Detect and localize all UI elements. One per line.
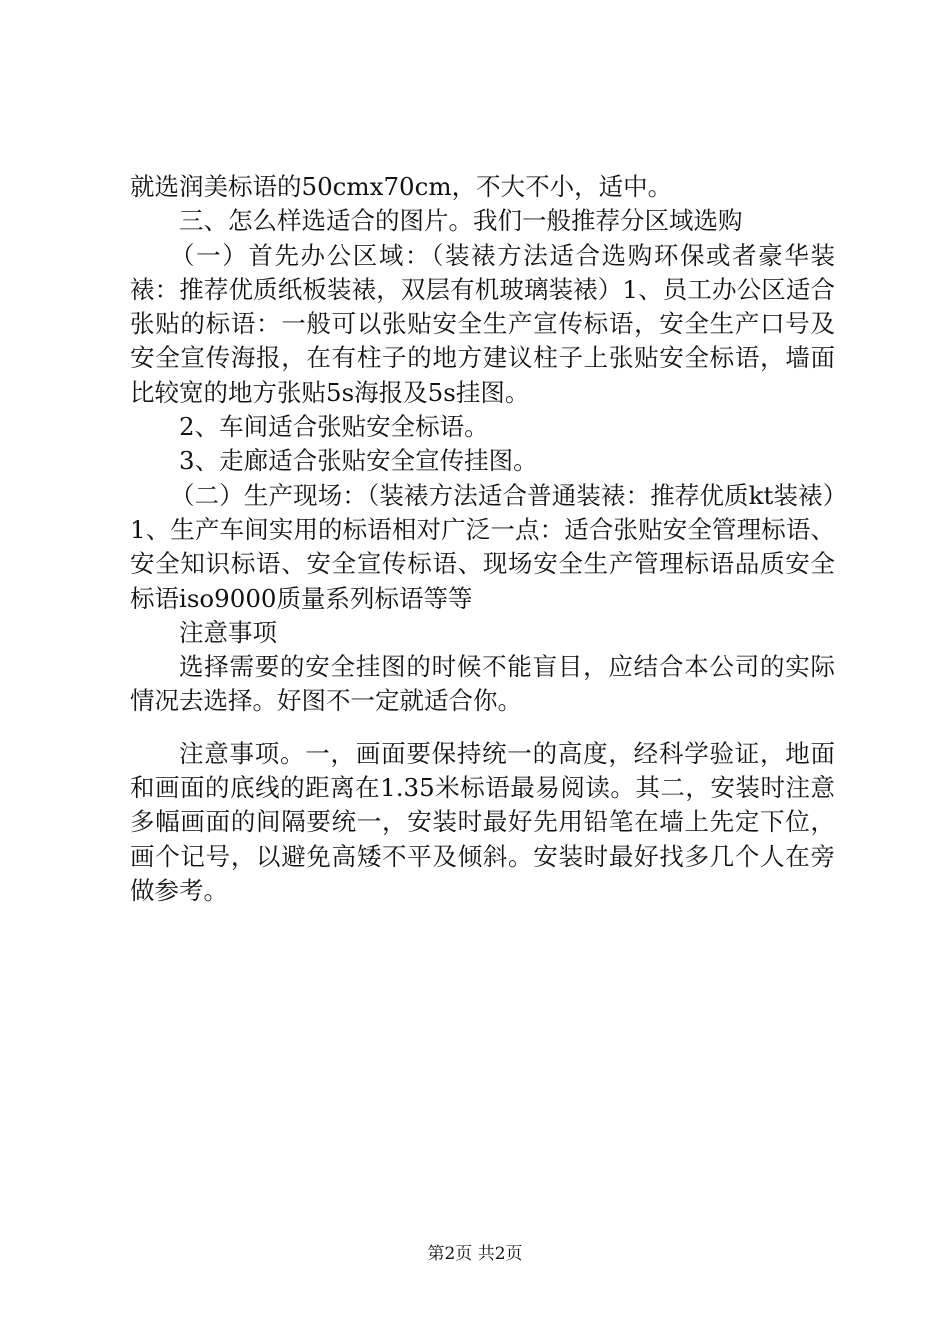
page-number-footer: 第2页 共2页 xyxy=(427,1244,523,1264)
paragraph-workshop: 2、车间适合张贴安全标语。 xyxy=(179,412,489,442)
heading-how-to-choose: 三、怎么样选适合的图片。我们一般推荐分区域选购 xyxy=(179,206,743,236)
paragraph-notes-installation: 注意事项。一，画面要保持统一的高度，经科学验证，地面和画面的底线的距离在1.35米标语最易阅读。其二，安装时注意多幅画面的间隔要统一，安装时最好先用铅笔在墙上先定下位，画个记号，以避免高矮不平及倾斜。安装时最好找多几个人在旁做参考。 xyxy=(130,738,835,905)
paragraph-corridor: 3、走廊适合张贴安全宣传挂图。 xyxy=(179,446,538,476)
paragraph-office-area: （一）首先办公区域：（装裱方法适合选购环保或者豪华装裱：推荐优质纸板装裱，双层有机玻璃装裱）1、员工办公区适合张贴的标语：一般可以张贴安全生产宣传标语，安全生产口号及安全宣传海报，在有柱子的地方建议柱子上张贴安全标语，墙面比较宽的地方张贴5s海报及5s挂图。 xyxy=(130,240,835,407)
paragraph-production-site: （二）生产现场：（装裱方法适合普通装裱：推荐优质kt装裱）1、生产车间实用的标语相对广泛一点：适合张贴安全管理标语、安全知识标语、安全宣传标语、现场安全生产管理标语品质安全标语iso9000质量系列标语等等 xyxy=(130,480,835,613)
paragraph-notes-selection: 选择需要的安全挂图的时候不能盲目，应结合本公司的实际情况去选择。好图不一定就适合你。 xyxy=(130,652,835,716)
heading-notes: 注意事项 xyxy=(179,617,277,647)
document-body xyxy=(130,170,835,908)
paragraph-size-choice: 就选润美标语的50cmx70cm，不大不小，适中。 xyxy=(130,172,673,201)
